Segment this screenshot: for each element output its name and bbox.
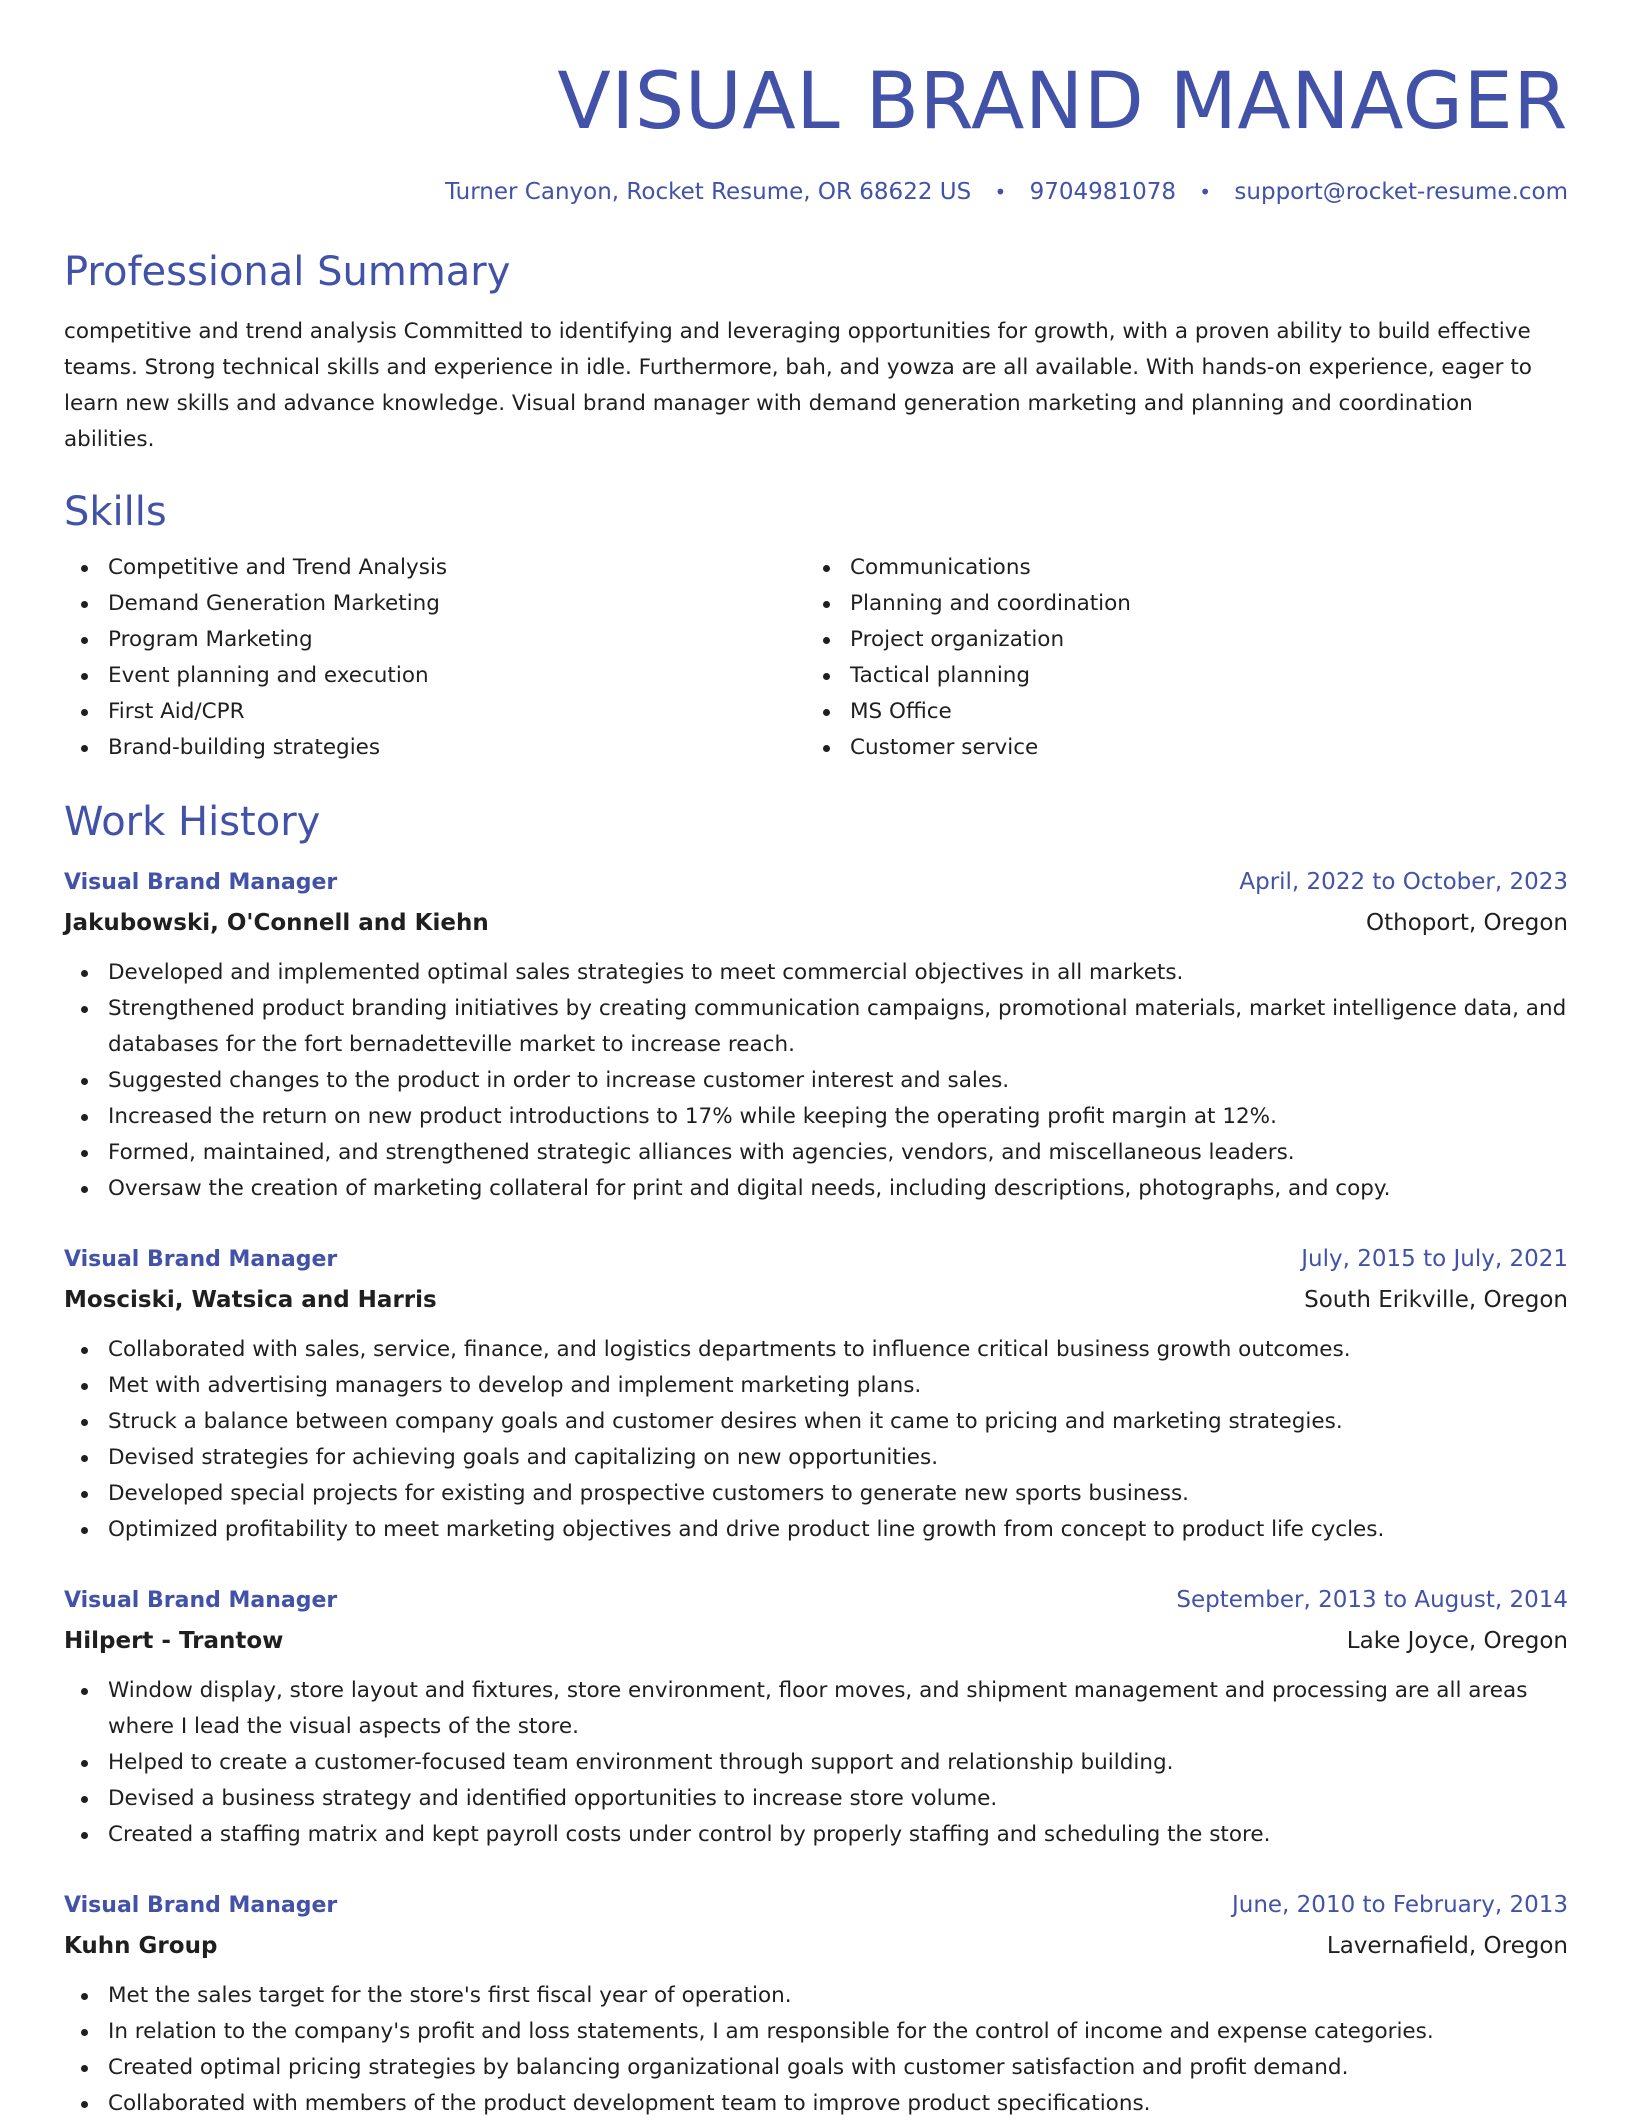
skill-item: Planning and coordination (850, 586, 1548, 622)
summary-heading: Professional Summary (64, 249, 511, 295)
job-dates: April, 2022 to October, 2023 (1239, 869, 1568, 895)
skill-item: Competitive and Trend Analysis (108, 550, 806, 586)
job-bullet: In relation to the company's profit and loss statements, I am responsible for the control of income and expense categories. (108, 2014, 1568, 2050)
job-bullet: Window display, store layout and fixtures, store environment, floor moves, and shipment management and processing are all areas where I lead the visual aspects of the store. (108, 1673, 1568, 1745)
job-header-row (64, 1580, 1568, 1621)
job-bullet: Suggested changes to the product in order to increase customer interest and sales. (108, 1063, 1568, 1099)
job-company-row (64, 1621, 1568, 1661)
skill-item: Tactical planning (850, 658, 1548, 694)
skill-item: Brand-building strategies (108, 730, 806, 766)
skill-item: Program Marketing (108, 622, 806, 658)
contact-email: support@rocket-resume.com (1234, 179, 1568, 205)
skill-item: MS Office (850, 694, 1548, 730)
skill-item: Event planning and execution (108, 658, 806, 694)
job-bullet: Developed and implemented optimal sales strategies to meet commercial objectives in all markets. (108, 955, 1568, 991)
job-header-row (64, 862, 1568, 903)
skill-item: Project organization (850, 622, 1548, 658)
contact-address: Turner Canyon, Rocket Resume, OR 68622 US (445, 179, 972, 205)
job-dates: July, 2015 to July, 2021 (1301, 1246, 1568, 1272)
job-bullets (64, 955, 1568, 1207)
job-company-row (64, 1926, 1568, 1966)
job-company-row (64, 903, 1568, 943)
contact-separator: • (1199, 180, 1212, 204)
job-bullet: Collaborated with sales, service, finance, and logistics departments to influence critical business growth outcomes. (108, 1332, 1568, 1368)
job-bullet: Struck a balance between company goals and customer desires when it came to pricing and marketing strategies. (108, 1404, 1568, 1440)
job-entry (64, 1885, 1568, 2122)
job-title: Visual Brand Manager (64, 1588, 338, 1613)
skill-item: Demand Generation Marketing (108, 586, 806, 622)
contact-separator: • (994, 180, 1007, 204)
job-entry (64, 1580, 1568, 1853)
job-dates: September, 2013 to August, 2014 (1176, 1587, 1568, 1613)
job-title: Visual Brand Manager (64, 870, 338, 895)
skill-item: Communications (850, 550, 1548, 586)
job-location: Lake Joyce, Oregon (1346, 1628, 1568, 1654)
job-location: South Erikville, Oregon (1304, 1287, 1568, 1313)
contact-line (64, 176, 1568, 208)
job-header-row (64, 1239, 1568, 1280)
job-bullet: Devised strategies for achieving goals and capitalizing on new opportunities. (108, 1440, 1568, 1476)
job-location: Lavernafield, Oregon (1326, 1933, 1568, 1959)
job-bullet: Created optimal pricing strategies by balancing organizational goals with customer satisfaction and profit demand. (108, 2050, 1568, 2086)
resume-name-heading: VISUAL BRAND MANAGER (557, 57, 1568, 147)
job-company: Jakubowski, O'Connell and Kiehn (64, 910, 489, 936)
skill-item: Customer service (850, 730, 1548, 766)
job-bullet: Created a staffing matrix and kept payroll costs under control by properly staffing and scheduling the store. (108, 1817, 1568, 1853)
skills-list (64, 550, 1568, 766)
job-bullet: Strengthened product branding initiatives by creating communication campaigns, promotional materials, market intelligence data, and databases for the fort bernadetteville market to increase reach. (108, 991, 1568, 1063)
job-bullet: Increased the return on new product introductions to 17% while keeping the operating profit margin at 12%. (108, 1099, 1568, 1135)
job-title: Visual Brand Manager (64, 1893, 338, 1918)
skills-heading: Skills (64, 489, 167, 535)
job-bullet: Optimized profitability to meet marketing objectives and drive product line growth from concept to product life cycles. (108, 1512, 1568, 1548)
job-bullets (64, 1978, 1568, 2122)
work-history-heading: Work History (64, 799, 321, 845)
job-company: Hilpert - Trantow (64, 1628, 284, 1654)
summary-text: competitive and trend analysis Committed to identifying and leveraging opportunities for growth, with a proven ability to build effective teams. Strong technical skills and experience in idle. Furthermore, bah, and yowza are all available. With hands-on experience, eager to learn new skills and advance knowledge. Visual brand manager with demand generation marketing and planning and coordination abilities. (64, 319, 1532, 452)
job-title: Visual Brand Manager (64, 1247, 338, 1272)
job-bullet: Met with advertising managers to develop and implement marketing plans. (108, 1368, 1568, 1404)
job-header-row (64, 1885, 1568, 1926)
skill-item: First Aid/CPR (108, 694, 806, 730)
resume-page (64, 0, 1568, 2122)
job-entry (64, 1239, 1568, 1548)
job-bullets (64, 1332, 1568, 1548)
job-company-row (64, 1280, 1568, 1320)
job-company: Mosciski, Watsica and Harris (64, 1287, 437, 1313)
job-bullet: Helped to create a customer-focused team environment through support and relationship building. (108, 1745, 1568, 1781)
skills-column-left (64, 550, 806, 766)
job-dates: June, 2010 to February, 2013 (1231, 1892, 1568, 1918)
job-bullets (64, 1673, 1568, 1853)
job-entry (64, 862, 1568, 1207)
job-bullet: Developed special projects for existing and prospective customers to generate new sports business. (108, 1476, 1568, 1512)
job-bullet: Devised a business strategy and identified opportunities to increase store volume. (108, 1781, 1568, 1817)
job-bullet: Met the sales target for the store's first fiscal year of operation. (108, 1978, 1568, 2014)
job-bullet: Oversaw the creation of marketing collateral for print and digital needs, including descriptions, photographs, and copy. (108, 1171, 1568, 1207)
job-location: Othoport, Oregon (1366, 910, 1568, 936)
job-company: Kuhn Group (64, 1933, 218, 1959)
job-bullet: Collaborated with members of the product development team to improve product specifications. (108, 2086, 1568, 2122)
contact-phone: 9704981078 (1029, 179, 1176, 205)
job-bullet: Formed, maintained, and strengthened strategic alliances with agencies, vendors, and miscellaneous leaders. (108, 1135, 1568, 1171)
skills-column-right (806, 550, 1548, 766)
